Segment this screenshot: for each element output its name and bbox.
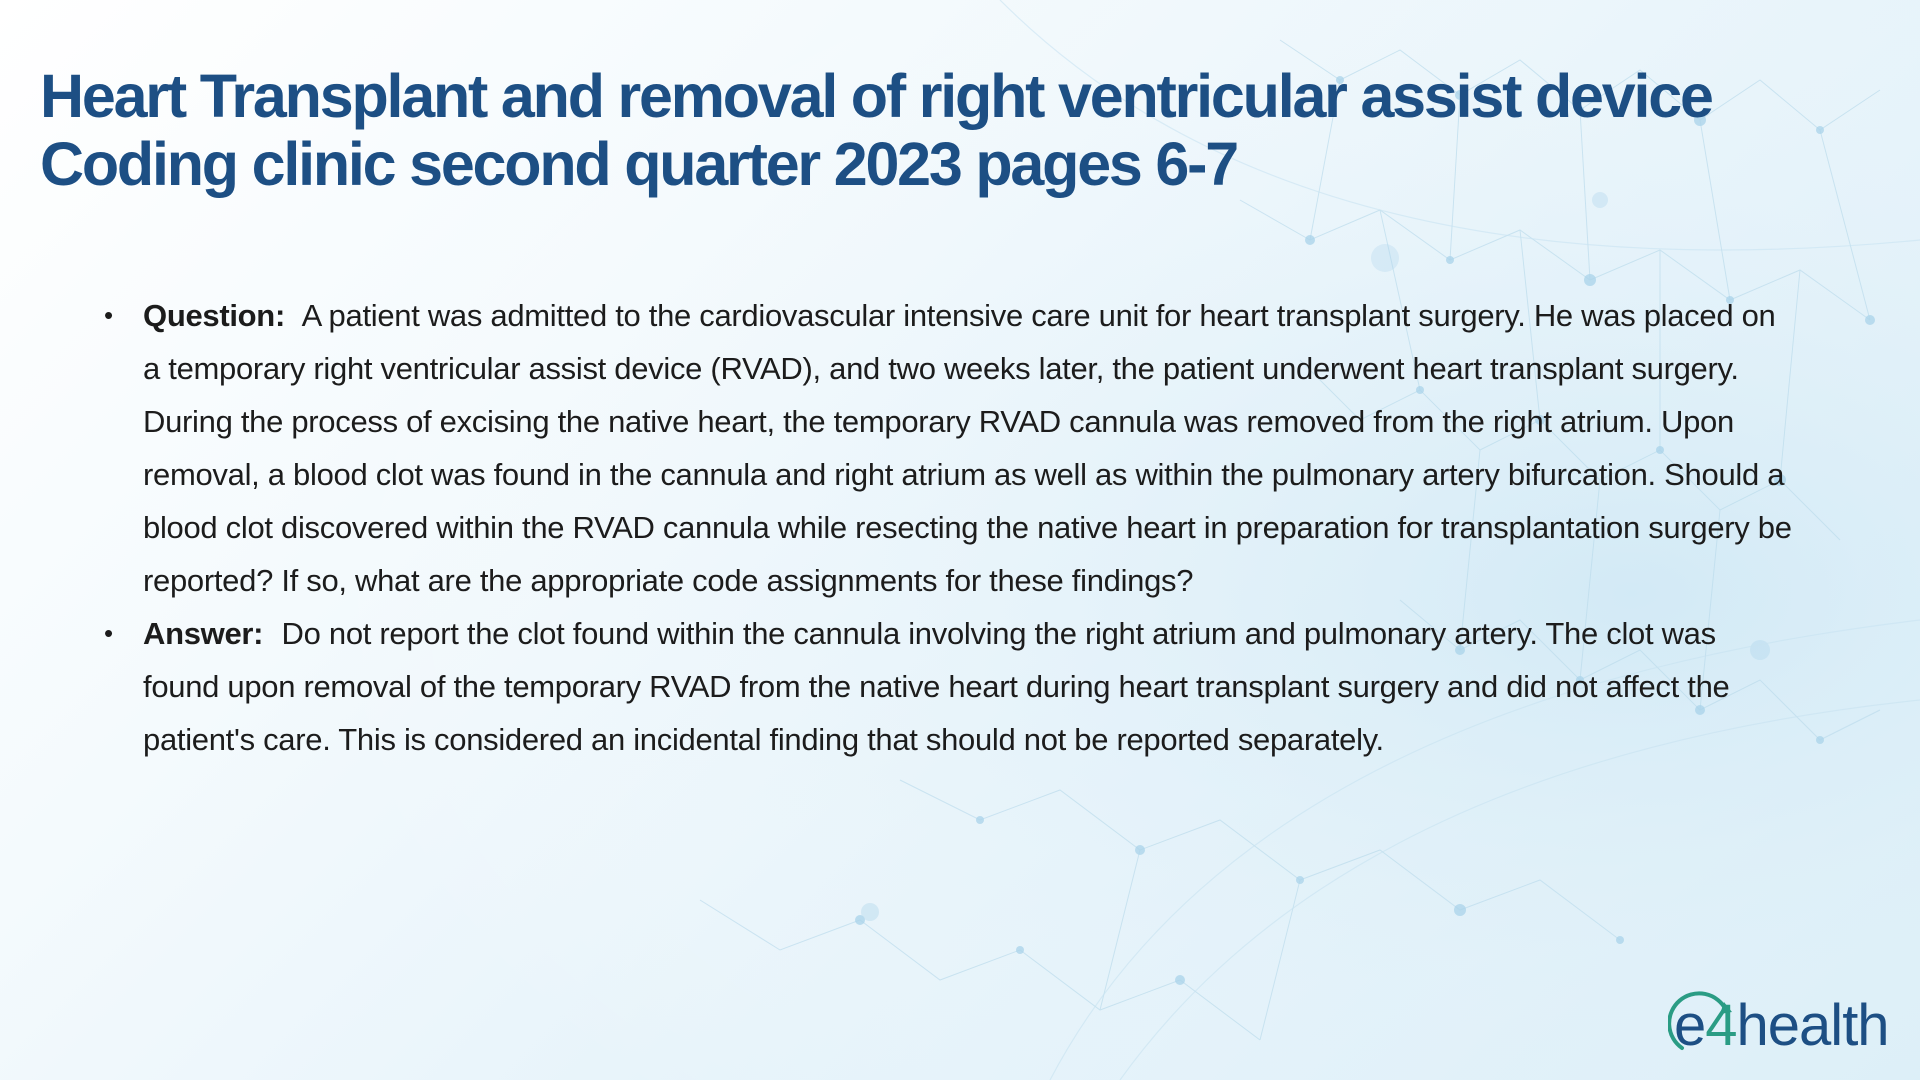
question-text: A patient was admitted to the cardiovascular intensive care unit for heart transplant surgery. He was placed on a temporary right ventricular assist device (RVAD), and two weeks later, the patient underwent heart transplant surgery. During the process of excising the native heart, the temporary RVAD cannula was removed from the right atrium. Upon removal, a blood clot was found in the cannula and right atrium as well as within the pulmonary artery bifurcation. Should a blood clot discovered within the RVAD cannula while resecting the native heart in preparation for transplantation surgery be reported? If so, what are the appropriate code assignments for these findings? xyxy=(143,298,1792,598)
bullet-list xyxy=(100,289,1800,766)
logo-suffix: health xyxy=(1736,993,1889,1058)
bullet-dot-icon: • xyxy=(104,618,113,648)
answer-text: Do not report the clot found within the cannula involving the right atrium and pulmonary artery. The clot was found upon removal of the temporary RVAD from the native heart during heart transplant surgery and did not affect the patient's care. This is considered an incidental finding that should not be reported separately. xyxy=(143,616,1730,757)
answer-bullet xyxy=(100,607,1800,766)
logo-wordmark xyxy=(1674,990,1889,1062)
slide-title-line-1: Heart Transplant and removal of right ventricular assist device xyxy=(40,62,1712,130)
question-bullet xyxy=(100,289,1800,607)
answer-label: Answer: xyxy=(143,616,264,651)
logo-prefix: e xyxy=(1674,993,1706,1058)
slide-title xyxy=(40,62,1900,198)
slide-title-line-2: Coding clinic second quarter 2023 pages 6-7 xyxy=(40,130,1237,198)
bullet-dot-icon: • xyxy=(104,300,113,330)
logo-number: 4 xyxy=(1705,993,1737,1058)
question-label: Question: xyxy=(143,298,285,333)
e4health-logo xyxy=(1668,990,1900,1062)
